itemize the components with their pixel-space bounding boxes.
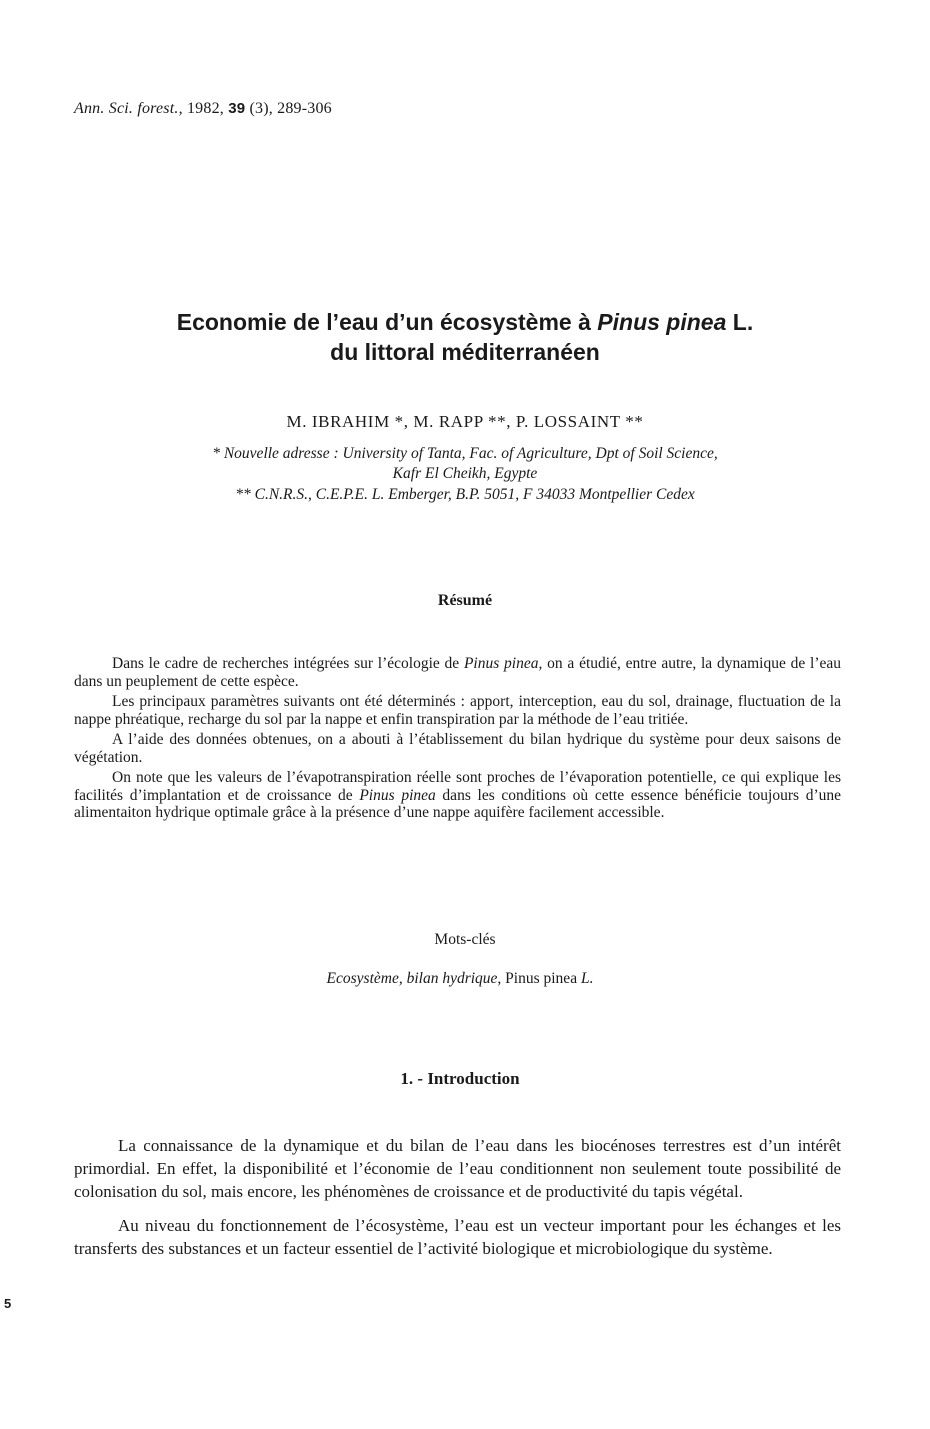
abstract-text: Dans le cadre de recherches intégrées sur l’écologie de bbox=[112, 655, 464, 672]
affiliation-2: ** C.N.R.S., C.E.P.E. L. Emberger, B.P. 5051, F 34033 Montpellier Cedex bbox=[235, 486, 695, 503]
body-paragraph: La connaissance de la dynamique et du bilan de l’eau dans les biocénoses terrestres est d’un intérêt primordial. En effet, la disponibilité et l’économie de l’eau conditionnent non seulement toute possibilité de colonisation du sol, mais encore, les phénomènes de croissance et de productivité du tapis végétal. bbox=[74, 1136, 841, 1201]
keywords-species: Pinus pinea bbox=[501, 970, 581, 987]
affiliation-1 bbox=[60, 444, 870, 484]
abstract-paragraph: Les principaux paramètres suivants ont été déterminés : apport, interception, eau du sol, drainage, fluctuation de la nappe phréatique, recharge du sol par la nappe et enfin transpiration par la méthode de l’eau tritiée. bbox=[74, 693, 841, 728]
keywords-terms: Ecosystème, bilan hydrique, bbox=[326, 970, 502, 987]
abstract-heading: Résumé bbox=[437, 592, 493, 609]
species-name: Pinus pinea, bbox=[463, 655, 543, 672]
journal-issue-pages: (3), 289-306 bbox=[249, 100, 332, 117]
introduction-body bbox=[74, 1134, 841, 1271]
journal-volume: 39 bbox=[228, 100, 246, 117]
journal-year: 1982, bbox=[186, 100, 224, 117]
paper-title bbox=[60, 307, 870, 367]
keywords-list bbox=[0, 970, 920, 988]
title-suffix: L. bbox=[726, 309, 754, 335]
author-list: M. IBRAHIM *, M. RAPP **, P. LOSSAINT ** bbox=[286, 412, 644, 431]
journal-name: Ann. Sci. forest., bbox=[74, 100, 183, 117]
affiliation-line: * Nouvelle adresse : University of Tanta, Fac. of Agriculture, Dpt of Soil Science, bbox=[212, 445, 718, 462]
keywords-suffix: L. bbox=[580, 970, 594, 987]
title-line-2: du littoral méditerranéen bbox=[330, 339, 600, 365]
affiliation-line: Kafr El Cheikh, Egypte bbox=[392, 465, 538, 482]
title-text: Economie de l’eau d’un écosystème à bbox=[176, 309, 598, 335]
title-line-1 bbox=[60, 307, 870, 337]
keywords-heading: Mots-clés bbox=[434, 931, 496, 948]
abstract-paragraph: A l’aide des données obtenues, on a abouti à l’établissement du bilan hydrique du système pour deux saisons de végétation. bbox=[74, 731, 841, 766]
abstract-text: dans les conditions où cette essence bénéficie toujours d’une alimentaiton hydrique optimale grâce à la présence d’une nappe aquifère facilement accessible. bbox=[74, 786, 841, 821]
abstract-text: On note que les valeurs de l’évapotranspiration réelle sont proches de l’évaporation potentielle, ce qui explique les facilités d’implantation et de croissance de bbox=[74, 769, 841, 804]
abstract-body bbox=[74, 655, 841, 825]
page-number: 5 bbox=[4, 1296, 12, 1311]
species-name: Pinus pinea bbox=[359, 786, 436, 804]
body-paragraph: Au niveau du fonctionnement de l’écosystème, l’eau est un vecteur important pour les échanges et les transferts des substances et un facteur essentiel de l’activité biologique et microbiologique du système. bbox=[74, 1216, 841, 1258]
abstract-paragraph bbox=[74, 769, 841, 822]
abstract-text: on a étudié, entre autre, la dynamique de l’eau dans un peuplement de cette espèce. bbox=[74, 655, 841, 690]
section-heading-introduction: 1. - Introduction bbox=[400, 1069, 520, 1088]
journal-reference bbox=[74, 100, 332, 118]
title-species: Pinus pinea bbox=[597, 309, 727, 335]
abstract-paragraph bbox=[74, 655, 841, 690]
